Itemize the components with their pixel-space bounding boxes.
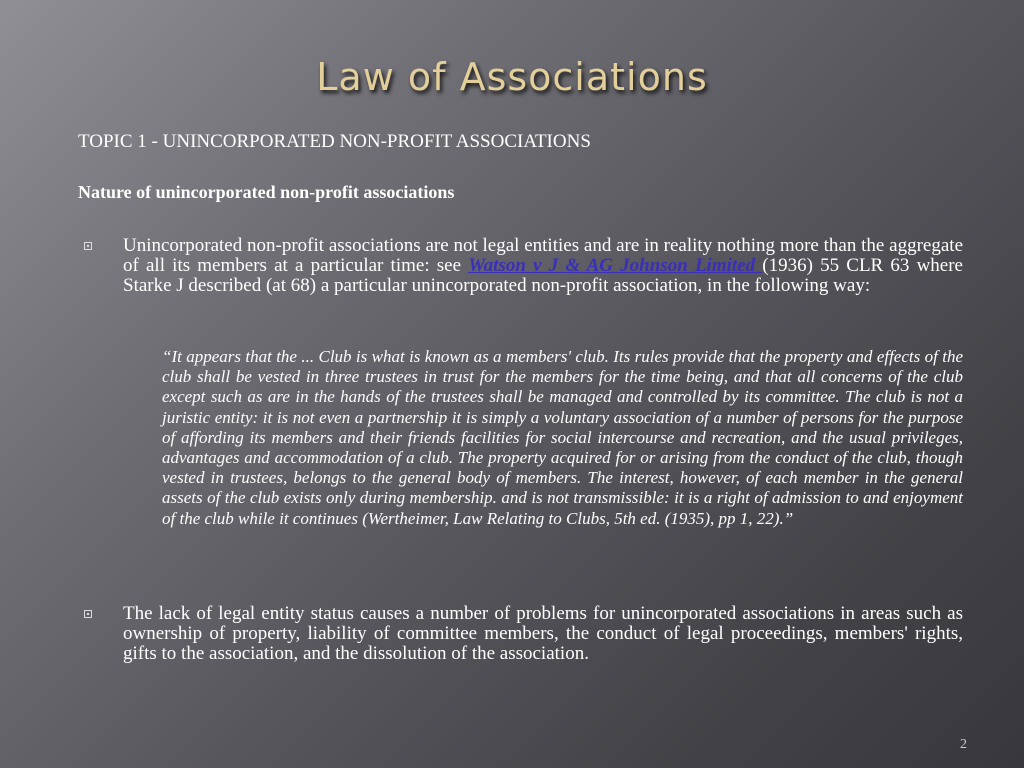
topic-heading: TOPIC 1 - UNINCORPORATED NON-PROFIT ASSOCIATIONS bbox=[78, 131, 591, 152]
block-quote: “It appears that the ... Club is what is known as a members' club. Its rules provide that the property and effects of the club shall be vested in three trustees in trust for the members for the time being, and that all concerns of the club except such as are in the hands of the trustees shall be managed and controlled by its committee. The club is not a juristic entity: it is not even a partnership it is simply a voluntary association of a number of persons for the purpose of affording its members and their friends facilities for social intercourse and recreation, and the usual privileges, advantages and accommodation of a club. The property acquired for or arising from the conduct of the club, though vested in trustees, belongs to the general body of members. The interest, however, of each member in the general assets of the club exists only during membership. and is not transmissible: it is a right of admission to and enjoyment of the club while it continues (Wertheimer, Law Relating to Clubs, 5th ed. (1935), pp 1, 22).” bbox=[162, 347, 963, 528]
section-subheading: Nature of unincorporated non-profit associations bbox=[78, 182, 455, 202]
bullet-paragraph-2: The lack of legal entity status causes a number of problems for unincorporated associations in areas such as ownership of property, liability of committee members, the conduct of legal proceedings, members' rights, gifts to the association, and the dissolution of the association. bbox=[123, 603, 963, 664]
page-number: 2 bbox=[960, 737, 967, 752]
bullet-paragraph-1 bbox=[123, 236, 963, 296]
case-citation-link[interactable]: Watson v J & AG Johnson Limited bbox=[468, 255, 763, 276]
bullet-square-icon bbox=[84, 610, 92, 618]
bullet-1-text-after: (1936) 55 CLR 63 where Starke J described (at 68) a particular unincorporated non-profit association, in the following way: bbox=[123, 255, 963, 296]
bullet-square-icon bbox=[84, 242, 92, 250]
bullet-1-text-before: Unincorporated non-profit associations are not legal entities and are in reality nothing more than the aggregate of all its members at a particular time: see bbox=[123, 235, 963, 276]
slide-title: Law of Associations bbox=[316, 55, 708, 99]
